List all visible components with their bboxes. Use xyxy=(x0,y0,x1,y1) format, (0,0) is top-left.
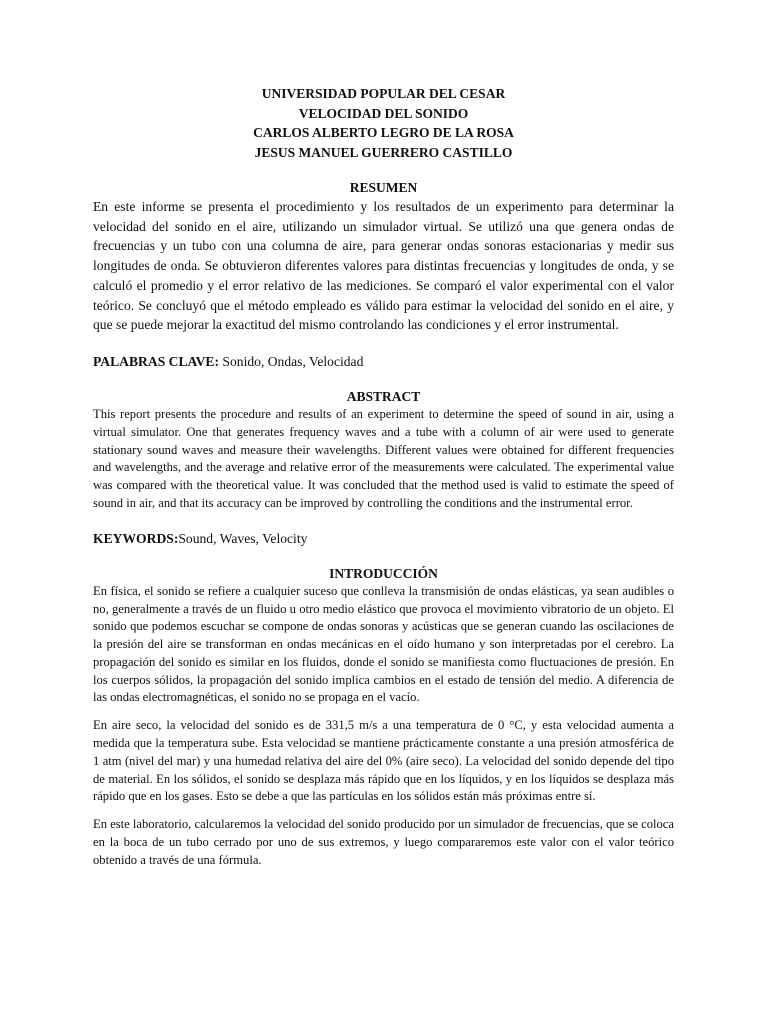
resumen-heading: RESUMEN xyxy=(349,180,418,195)
palabras-clave xyxy=(93,352,674,371)
paper-title: VELOCIDAD DEL SONIDO xyxy=(298,105,469,121)
intro-paragraph-2: En aire seco, la velocidad del sonido es de 331,5 m/s a una temperatura de 0 °C, y esta velocidad aumenta a medida que la temperatura sube. Esta velocidad se mantiene prácticamente constante a una presión atmosférica de 1 atm (nivel del mar) y una humedad relativa del aire del 0% (aire seco). La velocidad del sonido depende del tipo de material. En los sólidos, el sonido se desplaza más rápido que en los líquidos, y en los líquidos se desplaza más rápido que en los gases. Esto se debe a que las partículas en los sólidos están más próximas entre sí. xyxy=(93,718,674,804)
keywords-value: Sound, Waves, Velocity xyxy=(178,530,308,546)
intro-paragraph-3: En este laboratorio, calcularemos la velocidad del sonido producido por un simulador de frecuencias, que se coloca en la boca de un tubo cerrado por uno de sus extremos, y luego compararemos este valor con el valor teórico obtenido a través de una fórmula. xyxy=(93,817,674,867)
abstract-text: This report presents the procedure and results of an experiment to determine the speed of sound in air, using a virtual simulator. One that generates frequency waves and a tube with a column of air were used to generate stationary sound waves and measure their wavelengths. Different values were obtained for different frequencies and wavelengths, and the average and relative error of the measurements were calculated. The experimental value was compared with the theoretical value. It was concluded that the method used is valid to estimate the speed of sound in air, and that its accuracy can be improved by controlling the conditions and the instrumental error. xyxy=(93,406,674,510)
resumen-text: En este informe se presenta el procedimiento y los resultados de un experimento para determinar la velocidad del sonido en el aire, utilizando un simulador virtual. Se utilizó una que genera ondas de frecuencias y un tubo con una columna de aire, para generar ondas sonoras estacionarias y medir sus longitudes de onda. Se obtuvieron diferentes valores para distintas frecuencias y longitudes de onda, y se calculó el promedio y el error relativo de las mediciones. Se comparó el valor experimental con el valor teórico. Se concluyó que el método empleado es válido para estimar la velocidad del sonido en el aire, y que se puede mejorar la exactitud del mismo controlando las condiciones y el error instrumental. xyxy=(93,199,674,333)
introduccion-heading: INTRODUCCIÓN xyxy=(329,565,438,581)
keywords-label: KEYWORDS: xyxy=(93,530,179,546)
abstract-heading: ABSTRACT xyxy=(346,388,421,404)
intro-paragraph-1: En física, el sonido se refiere a cualquier suceso que conlleva la transmisión de ondas elásticas, ya sean audibles o no, generalmente a través de un fluido u otro medio elástico que provoca el movimiento vibratorio de un objeto. El sonido que podemos escuchar se compone de ondas sonoras y acústicas que se generan cuando las oscilaciones de la presión del aire se transforman en ondas mecánicas en el oído humano y son interpretadas por el cerebro. La propagación del sonido es similar en los fluidos, donde el sonido se manifiesta como fluctuaciones de presión. En los cuerpos sólidos, la propagación del sonido implica cambios en el estado de tensión del medio. A diferencia de las ondas electromagnéticas, el sonido no se propaga en el vacío. xyxy=(93,583,674,705)
keywords xyxy=(93,529,674,548)
author-1: CARLOS ALBERTO LEGRO DE LA ROSA xyxy=(253,125,514,140)
palabras-clave-value: Sonido, Ondas, Velocidad xyxy=(219,353,364,369)
author-2: JESUS MANUEL GUERRERO CASTILLO xyxy=(254,144,513,160)
university-name: UNIVERSIDAD POPULAR DEL CESAR xyxy=(261,86,506,101)
palabras-clave-label: PALABRAS CLAVE: xyxy=(93,353,220,369)
title-block xyxy=(93,84,674,162)
